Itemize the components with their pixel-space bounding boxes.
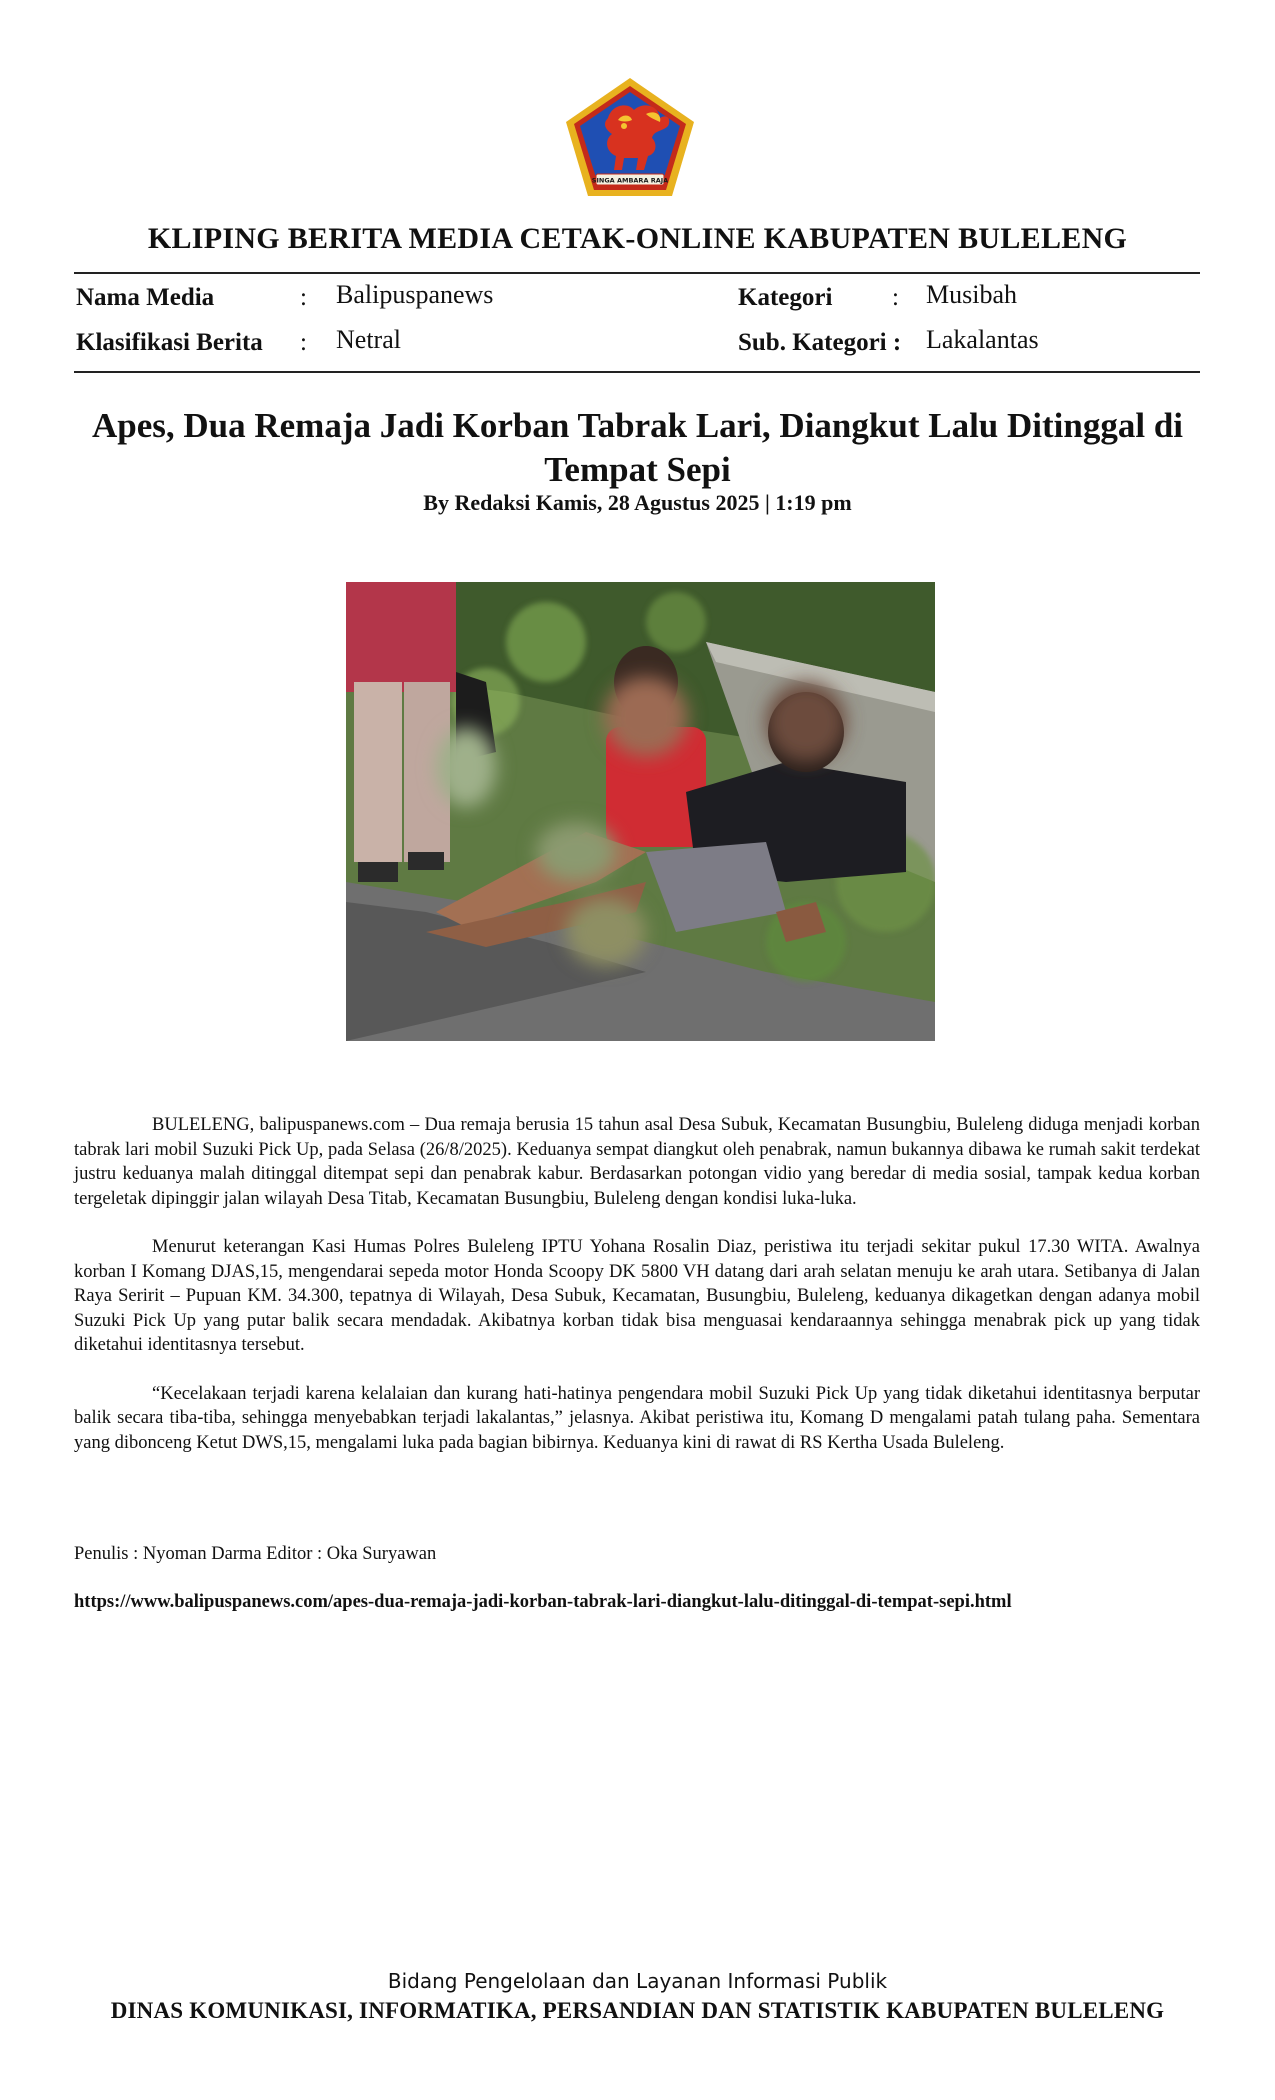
footer-agency: DINAS KOMUNIKASI, INFORMATIKA, PERSANDIAN DAN STATISTIK KABUPATEN BULELENG <box>110 1998 1165 2023</box>
kabupaten-buleleng-crest-logo <box>562 74 698 200</box>
media-name-colon: : <box>300 284 307 311</box>
media-name-label: Nama Media <box>76 284 215 311</box>
crest-banner-text: SINGA AMBARA RAJA <box>591 176 669 185</box>
article-credit: Penulis : Nyoman Darma Editor : Oka Suryawan <box>74 1544 437 1564</box>
subcategory-label: Sub. Kategori : <box>738 329 902 356</box>
category-colon: : <box>892 284 899 311</box>
footer-division: Bidang Pengelolaan dan Layanan Informasi Publik <box>387 1969 888 1993</box>
category-value: Musibah <box>926 280 1017 309</box>
classification-label: Klasifikasi Berita <box>76 329 263 356</box>
category-label: Kategori <box>738 284 833 311</box>
media-name-value: Balipuspanews <box>336 280 494 309</box>
subcategory-value: Lakalantas <box>926 325 1039 354</box>
classification-value: Netral <box>336 325 401 354</box>
article-paragraph-1: BULELENG, balipuspanews.com – Dua remaja berusia 15 tahun asal Desa Subuk, Kecamatan Busungbiu, Buleleng diduga menjadi korban tabrak lari mobil Suzuki Pick Up, pada Selasa (26/8/2025). Keduanya sempat diangkut oleh penabrak, namun bukannya dibawa ke rumah sakit terdekat justru keduanya malah ditinggal ditempat sepi dan penabrak kabur. Berdasarkan potongan vidio yang beredar di media sosial, tampak kedua korban tergeletak dipinggir jalan wilayah Desa Titab, Kecamatan Busungbiu, Buleleng dengan kondisi luka-luka. <box>74 1115 1200 1209</box>
article-headline: Apes, Dua Remaja Jadi Korban Tabrak Lari, Diangkut Lalu Ditinggal di Tempat Sepi <box>91 406 1184 489</box>
article-paragraph-3: “Kecelakaan terjadi karena kelalaian dan kurang hati-hatinya pengendara mobil Suzuki Pick Up yang tidak diketahui identitasnya berputar balik secara tiba-tiba, sehingga menyebabkan terjadi lakalantas,” jelasnya. Akibat peristiwa itu, Komang D mengalami patah tulang paha. Sementara yang dibonceng Ketut DWS,15, mengalami luka pada bagian bibirnya. Keduanya kini di rawat di RS Kertha Usada Buleleng. <box>74 1383 1200 1453</box>
article-paragraph-2: Menurut keterangan Kasi Humas Polres Buleleng IPTU Yohana Rosalin Diaz, peristiwa itu terjadi sekitar pukul 17.30 WITA. Awalnya korban I Komang DJAS,15, mengendarai sepeda motor Honda Scoopy DK 5800 VH datang dari arah selatan menuju ke arah utara. Setibanya di Jalan Raya Seririt – Pupuan KM. 34.300, tepatnya di Wilayah, Desa Subuk, Kecamatan, Busungbiu, Buleleng, keduanya dikagetkan dengan adanya mobil Suzuki Pick Up yang putar balik secara mendadak. Akibatnya korban tidak bisa menguasai kendaraannya sehingga menabrak pick up yang tidak diketahui identitasnya tersebut. <box>74 1237 1200 1355</box>
clipping-title: KLIPING BERITA MEDIA CETAK-ONLINE KABUPATEN BULELENG <box>147 222 1128 255</box>
header-bottom-rule <box>74 371 1200 373</box>
header-top-rule <box>74 272 1200 274</box>
article-source-url: https://www.balipuspanews.com/apes-dua-remaja-jadi-korban-tabrak-lari-diangkut-lalu-ditinggal-di-tempat-sepi.html <box>74 1592 1012 1612</box>
article-byline: By Redaksi Kamis, 28 Agustus 2025 | 1:19 pm <box>423 490 852 515</box>
article-body <box>74 1113 1200 1479</box>
article-photo <box>346 582 935 1041</box>
classification-colon: : <box>300 329 307 356</box>
